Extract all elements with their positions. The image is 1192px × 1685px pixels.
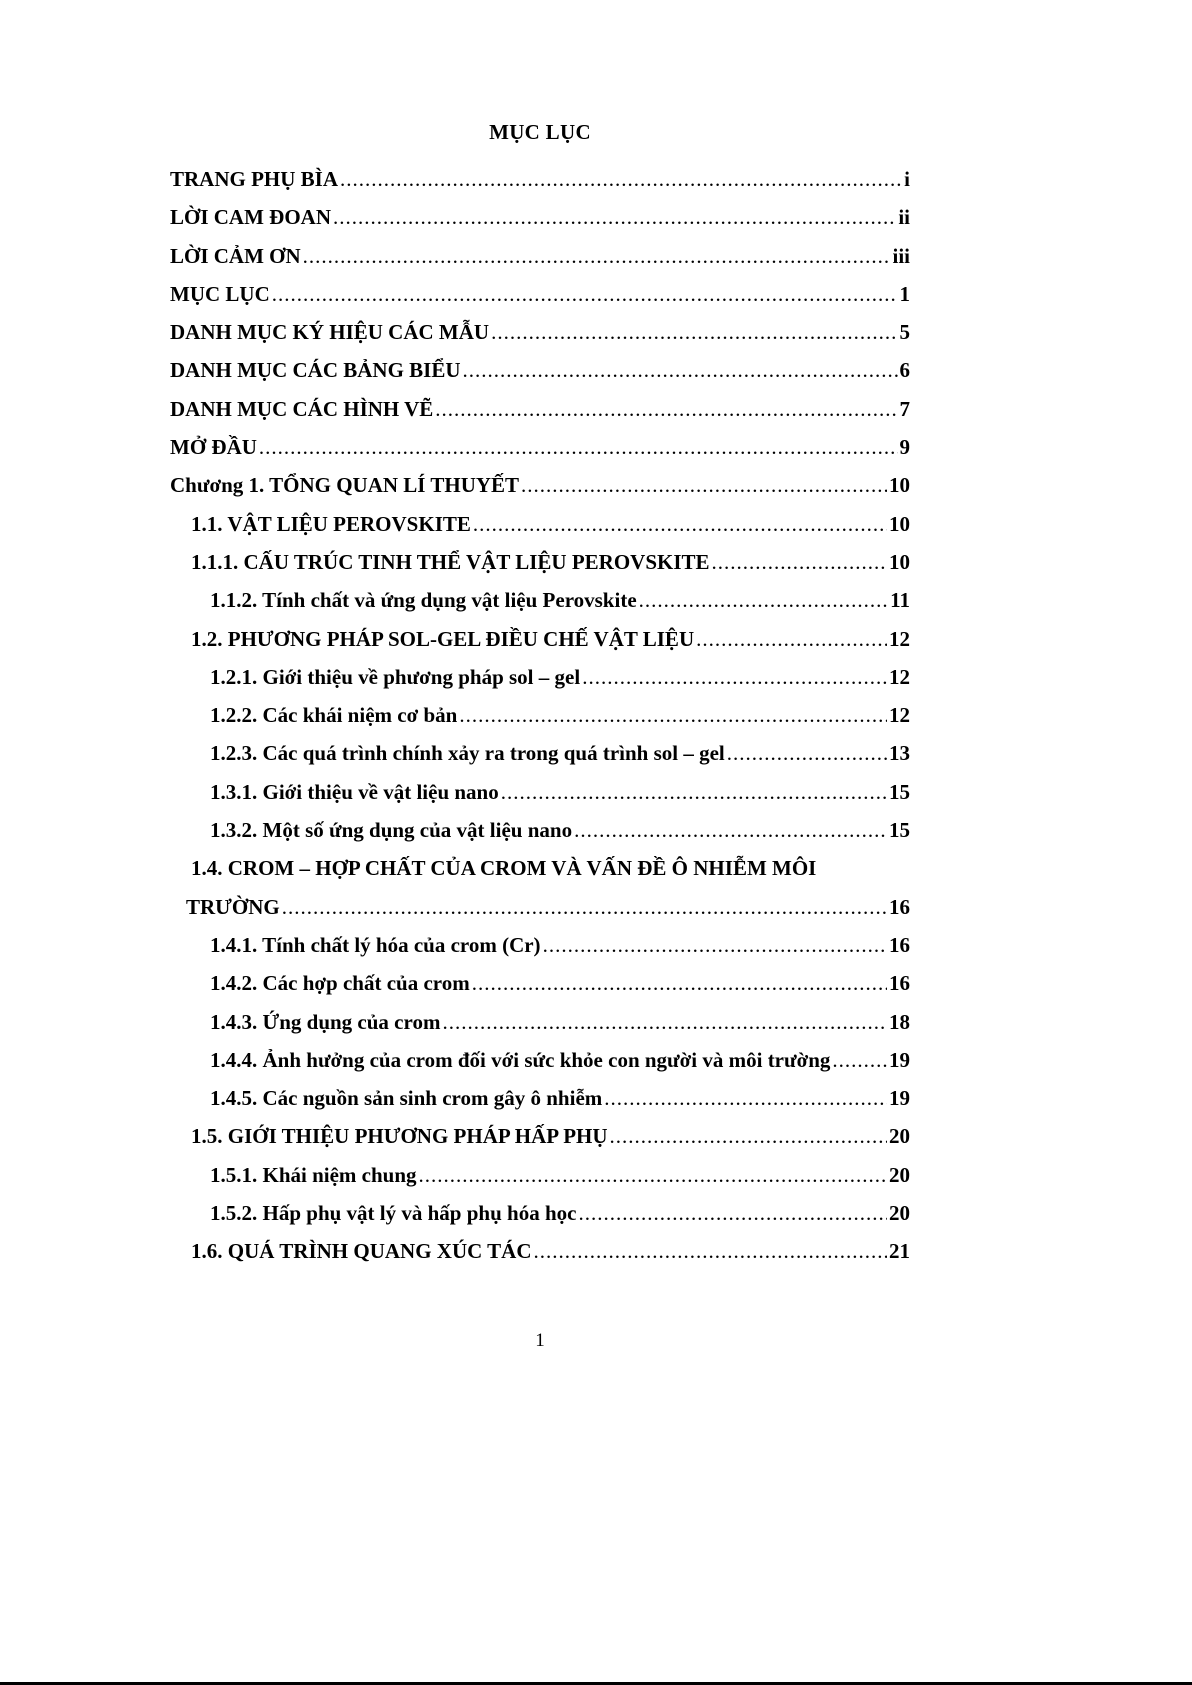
- toc-entry-page: 19: [889, 1047, 910, 1072]
- toc-entry[interactable]: [170, 550, 910, 588]
- toc-entry-page: iii: [892, 243, 910, 268]
- toc-entry-text: 1.5.1. Khái niệm chung: [210, 1162, 417, 1187]
- toc-entry-text: 1.4.4. Ảnh hưởng của crom đối với sức khỏe con người và môi trường: [210, 1047, 831, 1072]
- toc-leader-dots: [473, 512, 887, 537]
- toc-entry-text: 1.1. VẬT LIỆU PEROVSKITE: [191, 511, 471, 536]
- toc-leader-dots: [459, 703, 887, 728]
- toc-leader-dots: [639, 588, 889, 613]
- toc-entry-text: 1.6. QUÁ TRÌNH QUANG XÚC TÁC: [191, 1239, 532, 1264]
- toc-entry-page: 12: [889, 626, 910, 651]
- toc-entry-page: 7: [899, 396, 910, 421]
- toc-entry-text: 1.3.1. Giới thiệu về vật liệu nano: [210, 779, 499, 804]
- toc-leader-dots: [303, 244, 891, 269]
- toc-entry[interactable]: [170, 205, 910, 243]
- toc-entry[interactable]: [170, 741, 910, 779]
- toc-leader-dots: [472, 971, 887, 996]
- toc-leader-dots: [534, 1239, 887, 1264]
- toc-entry-page: 20: [889, 1162, 910, 1187]
- toc-entry-text: DANH MỤC CÁC BẢNG BIỂU: [170, 358, 461, 383]
- toc-entry-text: 1.4. CROM – HỢP CHẤT CỦA CROM VÀ VẤN ĐỀ Ô NHIỄM MÔI: [191, 856, 817, 881]
- page-title: MỤC LỤC: [489, 120, 591, 144]
- toc-entry-page: 1: [899, 281, 910, 306]
- table-of-contents: [170, 167, 910, 1278]
- toc-leader-dots: [832, 1048, 887, 1073]
- toc-entry[interactable]: [170, 167, 910, 205]
- toc-entry[interactable]: [170, 1010, 910, 1048]
- toc-entry-page: 12: [889, 664, 910, 689]
- toc-entry-page: 6: [899, 358, 910, 383]
- toc-leader-dots: [574, 818, 887, 843]
- toc-entry[interactable]: [170, 818, 910, 856]
- toc-leader-dots: [419, 1163, 887, 1188]
- toc-entry-page: 16: [889, 932, 910, 957]
- toc-leader-dots: [501, 780, 887, 805]
- toc-entry[interactable]: [170, 1163, 910, 1201]
- toc-leader-dots: [463, 358, 898, 383]
- toc-entry-text: DANH MỤC CÁC HÌNH VẼ: [170, 396, 434, 421]
- toc-entry[interactable]: [170, 895, 910, 933]
- toc-entry-text: 1.2. PHƯƠNG PHÁP SOL-GEL ĐIỀU CHẾ VẬT LIỆU: [191, 626, 695, 651]
- toc-entry-text: 1.5.2. Hấp phụ vật lý và hấp phụ hóa học: [210, 1201, 577, 1226]
- toc-entry-page: 11: [890, 588, 910, 613]
- toc-entry-text: 1.2.1. Giới thiệu về phương pháp sol – gel: [210, 664, 581, 689]
- toc-entry[interactable]: [170, 780, 910, 818]
- toc-entry-page: 21: [889, 1239, 910, 1264]
- toc-entry[interactable]: [170, 473, 910, 511]
- toc-entry-page: 5: [899, 320, 910, 345]
- toc-leader-dots: [727, 741, 887, 766]
- toc-leader-dots: [712, 550, 887, 575]
- toc-leader-dots: [521, 473, 887, 498]
- toc-entry-page: 12: [889, 703, 910, 728]
- toc-entry-page: i: [904, 167, 910, 191]
- toc-entry-page: 15: [889, 818, 910, 843]
- toc-entry-text: 1.4.5. Các nguồn sản sinh crom gây ô nhiễm: [210, 1086, 603, 1111]
- toc-leader-dots: [435, 397, 897, 422]
- toc-leader-dots: [610, 1124, 887, 1149]
- toc-entry-page: 16: [889, 971, 910, 996]
- toc-entry-page: 10: [889, 473, 910, 498]
- toc-entry-text: TRƯỜNG: [186, 894, 280, 919]
- toc-entry[interactable]: [170, 282, 910, 320]
- toc-entry[interactable]: [170, 320, 910, 358]
- toc-entry[interactable]: [170, 244, 910, 282]
- toc-entry[interactable]: [170, 703, 910, 741]
- toc-entry[interactable]: [170, 971, 910, 1009]
- toc-leader-dots: [272, 282, 898, 307]
- toc-entry-text: 1.3.2. Một số ứng dụng của vật liệu nano: [210, 818, 573, 843]
- toc-leader-dots: [604, 1086, 887, 1111]
- toc-leader-dots: [340, 167, 902, 192]
- toc-entry-page: 10: [889, 511, 910, 536]
- toc-entry-page: 19: [889, 1086, 910, 1111]
- toc-entry-page: 16: [889, 894, 910, 919]
- toc-entry[interactable]: [170, 1201, 910, 1239]
- toc-entry[interactable]: [170, 1048, 910, 1086]
- toc-leader-dots: [442, 1010, 887, 1035]
- toc-entry-text: 1.4.1. Tính chất lý hóa của crom (Cr): [210, 932, 541, 957]
- toc-leader-dots: [543, 933, 887, 958]
- toc-entry[interactable]: [170, 435, 910, 473]
- toc-entry-page: 20: [889, 1124, 910, 1149]
- toc-entry-text: LỜI CAM ĐOAN: [170, 205, 331, 230]
- toc-entry[interactable]: [170, 397, 910, 435]
- toc-entry-text: 1.2.3. Các quá trình chính xảy ra trong quá trình sol – gel: [210, 741, 725, 766]
- toc-leader-dots: [491, 320, 897, 345]
- toc-entry-page: ii: [898, 205, 910, 230]
- toc-entry-page: 20: [889, 1201, 910, 1226]
- toc-leader-dots: [578, 1201, 887, 1226]
- toc-entry-text: 1.1.2. Tính chất và ứng dụng vật liệu Perovskite: [210, 588, 637, 613]
- toc-entry-page: 13: [889, 741, 910, 766]
- toc-entry-text: DANH MỤC KÝ HIỆU CÁC MẪU: [170, 320, 490, 345]
- toc-entry[interactable]: [170, 933, 910, 971]
- toc-leader-dots: [282, 895, 887, 920]
- toc-entry-text: 1.2.2. Các khái niệm cơ bản: [210, 703, 458, 728]
- toc-entry-text: LỜI CẢM ƠN: [170, 243, 301, 268]
- toc-entry-text: TRANG PHỤ BÌA: [170, 167, 339, 191]
- toc-entry-text: 1.1.1. CẤU TRÚC TINH THỂ VẬT LIỆU PEROVSKITE: [191, 549, 710, 574]
- toc-leader-dots: [259, 435, 898, 460]
- toc-entry[interactable]: [170, 588, 910, 626]
- toc-entry[interactable]: [170, 856, 910, 894]
- toc-leader-dots: [696, 627, 887, 652]
- toc-entry-page: 18: [889, 1009, 910, 1034]
- toc-entry-text: Chương 1. TỔNG QUAN LÍ THUYẾT: [170, 473, 520, 498]
- toc-entry-text: 1.4.3. Ứng dụng của crom: [210, 1009, 441, 1034]
- toc-entry[interactable]: [170, 1239, 910, 1277]
- toc-entry[interactable]: [170, 1124, 910, 1162]
- toc-entry[interactable]: [170, 358, 910, 396]
- toc-entry-text: MỤC LỤC: [170, 281, 270, 306]
- toc-entry[interactable]: [170, 1086, 910, 1124]
- toc-leader-dots: [333, 205, 896, 230]
- toc-entry-page: 9: [899, 435, 910, 460]
- toc-entry-text: 1.5. GIỚI THIỆU PHƯƠNG PHÁP HẤP PHỤ: [191, 1124, 608, 1149]
- toc-entry[interactable]: [170, 665, 910, 703]
- toc-entry-page: 10: [889, 549, 910, 574]
- toc-leader-dots: [582, 665, 887, 690]
- toc-entry-text: MỞ ĐẦU: [170, 435, 257, 460]
- toc-entry[interactable]: [170, 627, 910, 665]
- toc-entry-text: 1.4.2. Các hợp chất của crom: [210, 971, 470, 996]
- page-number: 1: [535, 1330, 545, 1351]
- toc-entry[interactable]: [170, 512, 910, 550]
- toc-entry-page: 15: [889, 779, 910, 804]
